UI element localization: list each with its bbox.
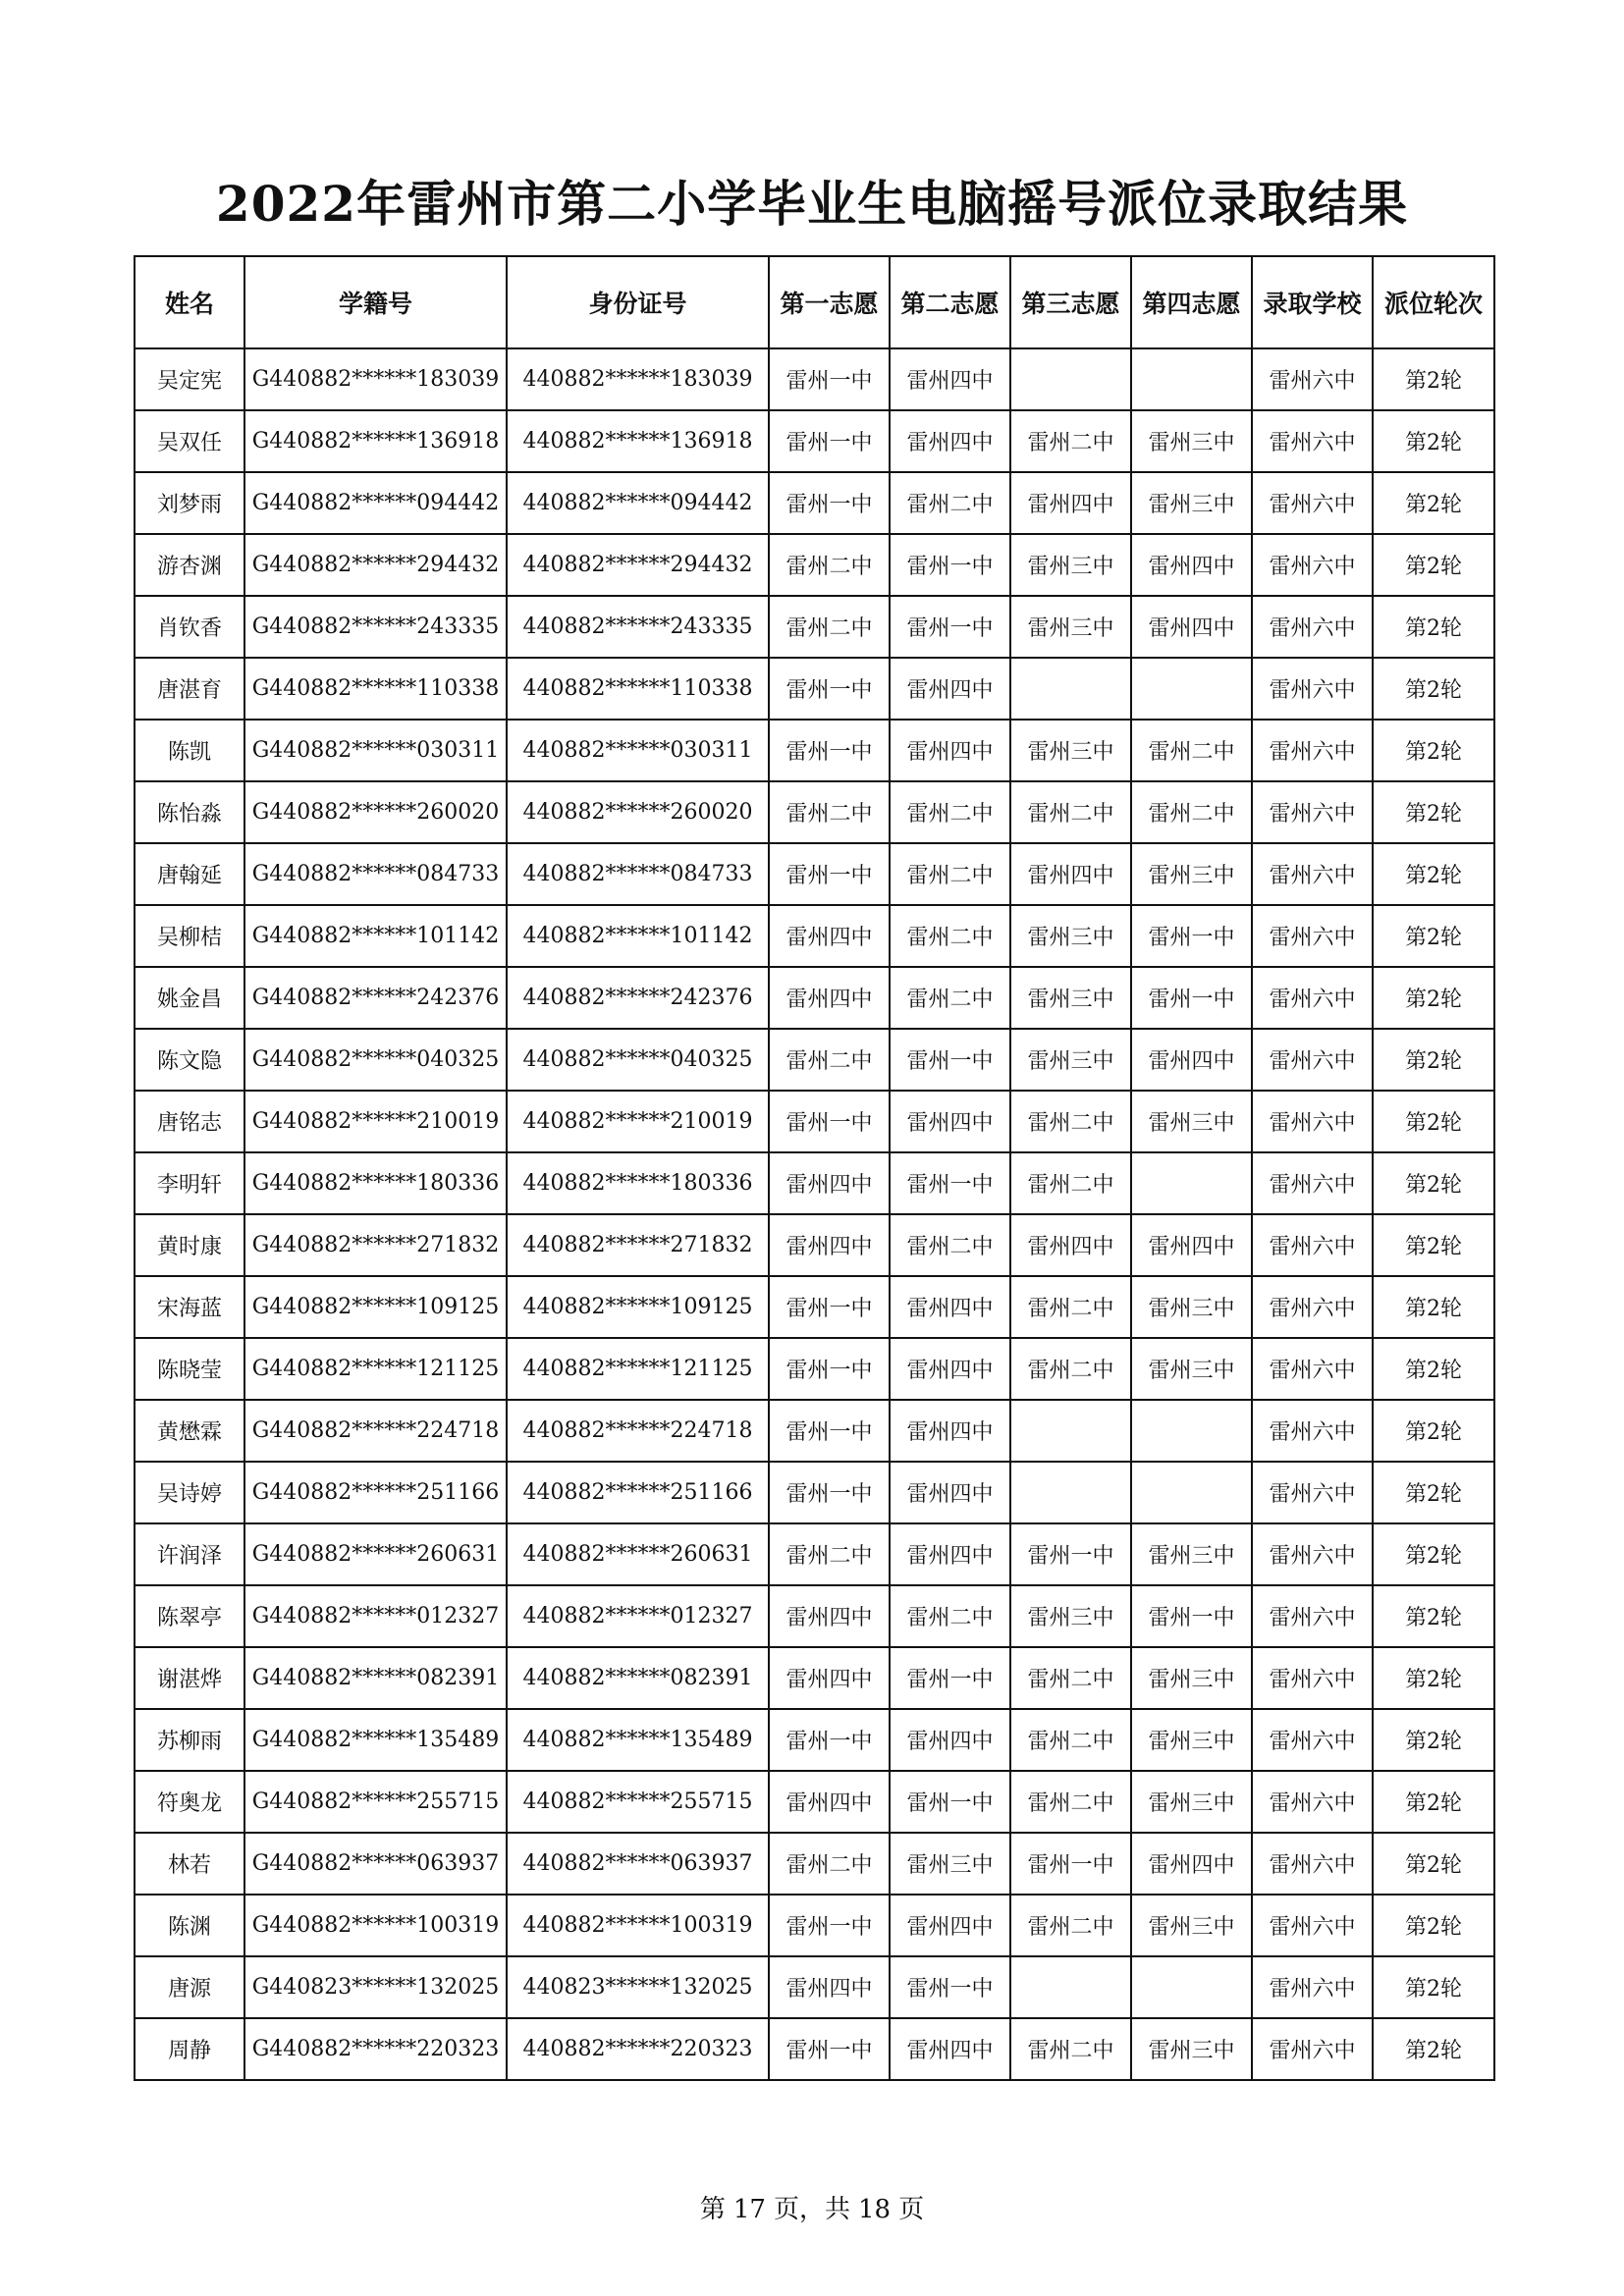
cell-admitted-school: 雷州六中: [1252, 410, 1373, 472]
cell-allocation-round: 第2轮: [1373, 905, 1494, 967]
page-suffix: 页: [898, 2195, 925, 2224]
cell-id-number: 440882******210019: [507, 1091, 769, 1152]
cell-choice-4: 雷州三中: [1131, 1709, 1252, 1771]
cell-name: 吴双任: [135, 410, 244, 472]
table-row: [135, 1029, 1494, 1091]
cell-choice-2: 雷州一中: [890, 1029, 1010, 1091]
cell-id-number: 440882******224718: [507, 1400, 769, 1462]
cell-choice-2: 雷州一中: [890, 534, 1010, 596]
cell-student-id: G440882******063937: [244, 1833, 507, 1895]
cell-allocation-round: 第2轮: [1373, 410, 1494, 472]
cell-student-id: G440882******082391: [244, 1647, 507, 1709]
cell-choice-2: 雷州一中: [890, 1152, 1010, 1214]
cell-choice-3: 雷州二中: [1010, 1771, 1131, 1833]
cell-student-id: G440823******132025: [244, 1956, 507, 2018]
page-prefix: 第: [699, 2195, 726, 2224]
cell-choice-1: 雷州二中: [769, 1523, 890, 1585]
cell-name: 姚金昌: [135, 967, 244, 1029]
cell-choice-3: 雷州二中: [1010, 1276, 1131, 1338]
cell-allocation-round: 第2轮: [1373, 1152, 1494, 1214]
cell-choice-3: 雷州三中: [1010, 1029, 1131, 1091]
table-row: [135, 1523, 1494, 1585]
cell-admitted-school: 雷州六中: [1252, 1523, 1373, 1585]
cell-choice-1: 雷州一中: [769, 1338, 890, 1400]
column-header-allocation-round: 派位轮次: [1373, 256, 1494, 348]
cell-choice-1: 雷州四中: [769, 1152, 890, 1214]
cell-choice-3: 雷州三中: [1010, 967, 1131, 1029]
cell-admitted-school: 雷州六中: [1252, 2018, 1373, 2080]
cell-choice-4: 雷州三中: [1131, 1771, 1252, 1833]
cell-choice-1: 雷州四中: [769, 1771, 890, 1833]
cell-choice-3: 雷州三中: [1010, 534, 1131, 596]
cell-choice-1: 雷州二中: [769, 1833, 890, 1895]
cell-choice-3: 雷州二中: [1010, 410, 1131, 472]
column-header-id-number: 身份证号: [507, 256, 769, 348]
cell-id-number: 440882******094442: [507, 472, 769, 534]
cell-allocation-round: 第2轮: [1373, 1276, 1494, 1338]
cell-student-id: G440882******012327: [244, 1585, 507, 1647]
cell-admitted-school: 雷州六中: [1252, 1091, 1373, 1152]
table-row: [135, 1771, 1494, 1833]
cell-choice-1: 雷州四中: [769, 1214, 890, 1276]
cell-choice-1: 雷州一中: [769, 720, 890, 781]
cell-choice-1: 雷州一中: [769, 1091, 890, 1152]
cell-allocation-round: 第2轮: [1373, 967, 1494, 1029]
page-separator: 页，共: [773, 2195, 850, 2224]
cell-allocation-round: 第2轮: [1373, 658, 1494, 720]
cell-choice-2: 雷州一中: [890, 1956, 1010, 2018]
cell-admitted-school: 雷州六中: [1252, 1338, 1373, 1400]
cell-choice-4: 雷州三中: [1131, 1647, 1252, 1709]
cell-choice-2: 雷州一中: [890, 1771, 1010, 1833]
cell-student-id: G440882******030311: [244, 720, 507, 781]
cell-choice-4: 雷州一中: [1131, 905, 1252, 967]
cell-name: 陈翠亭: [135, 1585, 244, 1647]
cell-choice-4: 雷州三中: [1131, 1276, 1252, 1338]
cell-name: 黄懋霖: [135, 1400, 244, 1462]
cell-name: 谢湛烨: [135, 1647, 244, 1709]
cell-id-number: 440882******063937: [507, 1833, 769, 1895]
cell-choice-3: 雷州三中: [1010, 1585, 1131, 1647]
cell-student-id: G440882******260631: [244, 1523, 507, 1585]
cell-student-id: G440882******109125: [244, 1276, 507, 1338]
cell-choice-4: [1131, 1462, 1252, 1523]
cell-admitted-school: 雷州六中: [1252, 472, 1373, 534]
table-row: [135, 534, 1494, 596]
cell-choice-4: 雷州四中: [1131, 1833, 1252, 1895]
cell-allocation-round: 第2轮: [1373, 1771, 1494, 1833]
cell-admitted-school: 雷州六中: [1252, 905, 1373, 967]
cell-admitted-school: 雷州六中: [1252, 658, 1373, 720]
cell-choice-4: [1131, 1152, 1252, 1214]
cell-name: 符奥龙: [135, 1771, 244, 1833]
cell-choice-3: 雷州三中: [1010, 720, 1131, 781]
table-row: [135, 1709, 1494, 1771]
table-header-row: [135, 256, 1494, 348]
cell-admitted-school: 雷州六中: [1252, 1585, 1373, 1647]
cell-allocation-round: 第2轮: [1373, 1338, 1494, 1400]
cell-choice-4: [1131, 1956, 1252, 2018]
cell-id-number: 440882******040325: [507, 1029, 769, 1091]
cell-choice-3: 雷州一中: [1010, 1833, 1131, 1895]
cell-admitted-school: 雷州六中: [1252, 967, 1373, 1029]
total-pages-number: 18: [858, 2195, 892, 2224]
cell-id-number: 440882******251166: [507, 1462, 769, 1523]
cell-choice-2: 雷州二中: [890, 781, 1010, 843]
cell-allocation-round: 第2轮: [1373, 534, 1494, 596]
cell-choice-1: 雷州二中: [769, 781, 890, 843]
cell-choice-4: [1131, 658, 1252, 720]
cell-choice-1: 雷州四中: [769, 1585, 890, 1647]
cell-choice-2: 雷州二中: [890, 967, 1010, 1029]
cell-allocation-round: 第2轮: [1373, 1214, 1494, 1276]
cell-student-id: G440882******094442: [244, 472, 507, 534]
cell-choice-4: 雷州四中: [1131, 596, 1252, 658]
cell-student-id: G440882******101142: [244, 905, 507, 967]
table-row: [135, 1400, 1494, 1462]
cell-student-id: G440882******271832: [244, 1214, 507, 1276]
cell-choice-3: [1010, 1462, 1131, 1523]
cell-name: 林若: [135, 1833, 244, 1895]
cell-choice-3: [1010, 1956, 1131, 2018]
cell-name: 唐源: [135, 1956, 244, 2018]
cell-id-number: 440882******243335: [507, 596, 769, 658]
table-row: [135, 1956, 1494, 2018]
cell-allocation-round: 第2轮: [1373, 2018, 1494, 2080]
cell-admitted-school: 雷州六中: [1252, 1647, 1373, 1709]
cell-choice-3: 雷州二中: [1010, 781, 1131, 843]
cell-name: 许润泽: [135, 1523, 244, 1585]
cell-choice-2: 雷州四中: [890, 348, 1010, 410]
cell-admitted-school: 雷州六中: [1252, 1462, 1373, 1523]
cell-id-number: 440823******132025: [507, 1956, 769, 2018]
cell-admitted-school: 雷州六中: [1252, 1709, 1373, 1771]
cell-choice-3: 雷州二中: [1010, 1709, 1131, 1771]
cell-name: 宋海蓝: [135, 1276, 244, 1338]
cell-id-number: 440882******260020: [507, 781, 769, 843]
cell-choice-1: 雷州一中: [769, 1709, 890, 1771]
cell-student-id: G440882******040325: [244, 1029, 507, 1091]
table-row: [135, 1647, 1494, 1709]
cell-choice-3: [1010, 1400, 1131, 1462]
cell-choice-4: 雷州三中: [1131, 410, 1252, 472]
cell-choice-1: 雷州一中: [769, 472, 890, 534]
cell-allocation-round: 第2轮: [1373, 596, 1494, 658]
cell-allocation-round: 第2轮: [1373, 1647, 1494, 1709]
cell-id-number: 440882******030311: [507, 720, 769, 781]
cell-choice-1: 雷州一中: [769, 410, 890, 472]
cell-choice-1: 雷州二中: [769, 534, 890, 596]
cell-student-id: G440882******100319: [244, 1895, 507, 1956]
cell-name: 李明轩: [135, 1152, 244, 1214]
cell-choice-3: 雷州二中: [1010, 1338, 1131, 1400]
table-row: [135, 1276, 1494, 1338]
cell-allocation-round: 第2轮: [1373, 1895, 1494, 1956]
page-title: 2022年雷州市第二小学毕业生电脑摇号派位录取结果: [215, 175, 1409, 233]
cell-choice-3: [1010, 348, 1131, 410]
cell-student-id: G440882******180336: [244, 1152, 507, 1214]
cell-choice-1: 雷州一中: [769, 843, 890, 905]
cell-admitted-school: 雷州六中: [1252, 781, 1373, 843]
table-row: [135, 1895, 1494, 1956]
cell-choice-3: 雷州二中: [1010, 1895, 1131, 1956]
cell-choice-1: 雷州一中: [769, 1462, 890, 1523]
cell-admitted-school: 雷州六中: [1252, 1771, 1373, 1833]
cell-student-id: G440882******255715: [244, 1771, 507, 1833]
cell-choice-1: 雷州一中: [769, 348, 890, 410]
cell-admitted-school: 雷州六中: [1252, 843, 1373, 905]
cell-choice-2: 雷州二中: [890, 843, 1010, 905]
cell-admitted-school: 雷州六中: [1252, 596, 1373, 658]
cell-allocation-round: 第2轮: [1373, 1833, 1494, 1895]
cell-choice-1: 雷州一中: [769, 1276, 890, 1338]
cell-admitted-school: 雷州六中: [1252, 720, 1373, 781]
cell-allocation-round: 第2轮: [1373, 843, 1494, 905]
cell-admitted-school: 雷州六中: [1252, 1956, 1373, 2018]
cell-choice-1: 雷州二中: [769, 596, 890, 658]
cell-student-id: G440882******243335: [244, 596, 507, 658]
cell-choice-4: 雷州三中: [1131, 1338, 1252, 1400]
cell-name: 肖钦香: [135, 596, 244, 658]
table-row: [135, 1585, 1494, 1647]
cell-admitted-school: 雷州六中: [1252, 1029, 1373, 1091]
cell-choice-1: 雷州一中: [769, 2018, 890, 2080]
cell-choice-1: 雷州四中: [769, 1647, 890, 1709]
cell-id-number: 440882******100319: [507, 1895, 769, 1956]
cell-id-number: 440882******082391: [507, 1647, 769, 1709]
cell-name: 刘梦雨: [135, 472, 244, 534]
cell-name: 唐铭志: [135, 1091, 244, 1152]
cell-id-number: 440882******110338: [507, 658, 769, 720]
current-page-number: 17: [732, 2195, 766, 2224]
cell-name: 陈晓莹: [135, 1338, 244, 1400]
cell-name: 吴柳桔: [135, 905, 244, 967]
cell-student-id: G440882******084733: [244, 843, 507, 905]
cell-choice-2: 雷州四中: [890, 410, 1010, 472]
cell-admitted-school: 雷州六中: [1252, 1400, 1373, 1462]
table-row: [135, 1152, 1494, 1214]
cell-choice-3: [1010, 658, 1131, 720]
cell-name: 陈文隐: [135, 1029, 244, 1091]
cell-name: 陈渊: [135, 1895, 244, 1956]
column-header-choice-4: 第四志愿: [1131, 256, 1252, 348]
cell-id-number: 440882******255715: [507, 1771, 769, 1833]
cell-admitted-school: 雷州六中: [1252, 534, 1373, 596]
cell-name: 陈凯: [135, 720, 244, 781]
cell-id-number: 440882******084733: [507, 843, 769, 905]
cell-choice-2: 雷州四中: [890, 1462, 1010, 1523]
cell-name: 陈怡淼: [135, 781, 244, 843]
column-header-choice-2: 第二志愿: [890, 256, 1010, 348]
cell-choice-3: 雷州三中: [1010, 905, 1131, 967]
cell-choice-1: 雷州二中: [769, 1029, 890, 1091]
cell-choice-4: 雷州四中: [1131, 534, 1252, 596]
cell-choice-2: 雷州二中: [890, 1585, 1010, 1647]
cell-choice-1: 雷州四中: [769, 967, 890, 1029]
cell-choice-4: [1131, 1400, 1252, 1462]
column-header-student-id: 学籍号: [244, 256, 507, 348]
cell-choice-3: 雷州三中: [1010, 596, 1131, 658]
cell-choice-4: 雷州一中: [1131, 967, 1252, 1029]
cell-student-id: G440882******110338: [244, 658, 507, 720]
table-row: [135, 781, 1494, 843]
cell-allocation-round: 第2轮: [1373, 720, 1494, 781]
cell-choice-4: 雷州四中: [1131, 1214, 1252, 1276]
cell-allocation-round: 第2轮: [1373, 348, 1494, 410]
cell-choice-4: 雷州一中: [1131, 1585, 1252, 1647]
cell-id-number: 440882******183039: [507, 348, 769, 410]
column-header-name: 姓名: [135, 256, 244, 348]
cell-allocation-round: 第2轮: [1373, 472, 1494, 534]
cell-choice-4: 雷州四中: [1131, 1029, 1252, 1091]
cell-choice-1: 雷州一中: [769, 658, 890, 720]
cell-name: 黄时康: [135, 1214, 244, 1276]
cell-allocation-round: 第2轮: [1373, 1091, 1494, 1152]
cell-choice-4: 雷州二中: [1131, 720, 1252, 781]
cell-choice-4: 雷州三中: [1131, 2018, 1252, 2080]
cell-choice-4: 雷州三中: [1131, 472, 1252, 534]
cell-admitted-school: 雷州六中: [1252, 1214, 1373, 1276]
cell-choice-2: 雷州四中: [890, 1338, 1010, 1400]
cell-choice-3: 雷州二中: [1010, 1091, 1131, 1152]
cell-allocation-round: 第2轮: [1373, 1709, 1494, 1771]
column-header-admitted-school: 录取学校: [1252, 256, 1373, 348]
cell-id-number: 440882******180336: [507, 1152, 769, 1214]
table-row: [135, 2018, 1494, 2080]
cell-choice-2: 雷州四中: [890, 1400, 1010, 1462]
cell-allocation-round: 第2轮: [1373, 1400, 1494, 1462]
cell-name: 唐湛育: [135, 658, 244, 720]
cell-student-id: G440882******135489: [244, 1709, 507, 1771]
cell-name: 周静: [135, 2018, 244, 2080]
cell-student-id: G440882******121125: [244, 1338, 507, 1400]
cell-id-number: 440882******242376: [507, 967, 769, 1029]
cell-choice-2: 雷州四中: [890, 1895, 1010, 1956]
cell-choice-2: 雷州二中: [890, 905, 1010, 967]
table-row: [135, 1833, 1494, 1895]
cell-choice-1: 雷州四中: [769, 1956, 890, 2018]
cell-choice-2: 雷州二中: [890, 1214, 1010, 1276]
cell-choice-1: 雷州一中: [769, 1895, 890, 1956]
cell-choice-2: 雷州三中: [890, 1833, 1010, 1895]
column-header-choice-3: 第三志愿: [1010, 256, 1131, 348]
cell-allocation-round: 第2轮: [1373, 1029, 1494, 1091]
cell-choice-4: 雷州三中: [1131, 843, 1252, 905]
table-row: [135, 720, 1494, 781]
cell-choice-4: 雷州三中: [1131, 1895, 1252, 1956]
cell-admitted-school: 雷州六中: [1252, 348, 1373, 410]
cell-id-number: 440882******136918: [507, 410, 769, 472]
cell-student-id: G440882******260020: [244, 781, 507, 843]
cell-allocation-round: 第2轮: [1373, 1523, 1494, 1585]
cell-choice-2: 雷州四中: [890, 1523, 1010, 1585]
cell-choice-3: 雷州四中: [1010, 843, 1131, 905]
cell-id-number: 440882******271832: [507, 1214, 769, 1276]
cell-choice-4: 雷州三中: [1131, 1523, 1252, 1585]
cell-name: 吴定宪: [135, 348, 244, 410]
table-row: [135, 472, 1494, 534]
cell-choice-2: 雷州一中: [890, 596, 1010, 658]
cell-student-id: G440882******210019: [244, 1091, 507, 1152]
cell-id-number: 440882******012327: [507, 1585, 769, 1647]
cell-choice-2: 雷州二中: [890, 472, 1010, 534]
table-row: [135, 1462, 1494, 1523]
table-row: [135, 410, 1494, 472]
cell-allocation-round: 第2轮: [1373, 1462, 1494, 1523]
cell-student-id: G440882******294432: [244, 534, 507, 596]
cell-choice-3: 雷州四中: [1010, 472, 1131, 534]
cell-name: 吴诗婷: [135, 1462, 244, 1523]
cell-id-number: 440882******109125: [507, 1276, 769, 1338]
cell-student-id: G440882******220323: [244, 2018, 507, 2080]
cell-name: 唐翰延: [135, 843, 244, 905]
cell-allocation-round: 第2轮: [1373, 1956, 1494, 2018]
table-row: [135, 1091, 1494, 1152]
cell-id-number: 440882******135489: [507, 1709, 769, 1771]
cell-choice-3: 雷州二中: [1010, 1152, 1131, 1214]
admission-results-table: [134, 255, 1495, 2081]
cell-choice-2: 雷州四中: [890, 1091, 1010, 1152]
cell-choice-1: 雷州一中: [769, 1400, 890, 1462]
cell-id-number: 440882******294432: [507, 534, 769, 596]
cell-admitted-school: 雷州六中: [1252, 1276, 1373, 1338]
cell-choice-2: 雷州四中: [890, 1709, 1010, 1771]
table-row: [135, 348, 1494, 410]
table-row: [135, 596, 1494, 658]
table-body: [135, 348, 1494, 2080]
cell-student-id: G440882******183039: [244, 348, 507, 410]
cell-choice-4: 雷州二中: [1131, 781, 1252, 843]
cell-id-number: 440882******121125: [507, 1338, 769, 1400]
cell-allocation-round: 第2轮: [1373, 781, 1494, 843]
table-row: [135, 843, 1494, 905]
table-row: [135, 905, 1494, 967]
cell-student-id: G440882******224718: [244, 1400, 507, 1462]
cell-choice-4: [1131, 348, 1252, 410]
table-row: [135, 1214, 1494, 1276]
cell-admitted-school: 雷州六中: [1252, 1895, 1373, 1956]
cell-choice-3: 雷州一中: [1010, 1523, 1131, 1585]
page-footer: [0, 2189, 1624, 2225]
table-row: [135, 658, 1494, 720]
cell-choice-3: 雷州四中: [1010, 1214, 1131, 1276]
table-row: [135, 1338, 1494, 1400]
cell-id-number: 440882******220323: [507, 2018, 769, 2080]
cell-admitted-school: 雷州六中: [1252, 1833, 1373, 1895]
cell-id-number: 440882******101142: [507, 905, 769, 967]
cell-student-id: G440882******251166: [244, 1462, 507, 1523]
cell-id-number: 440882******260631: [507, 1523, 769, 1585]
cell-choice-2: 雷州一中: [890, 1647, 1010, 1709]
column-header-choice-1: 第一志愿: [769, 256, 890, 348]
table-row: [135, 967, 1494, 1029]
cell-choice-2: 雷州四中: [890, 658, 1010, 720]
cell-choice-2: 雷州四中: [890, 1276, 1010, 1338]
cell-choice-3: 雷州二中: [1010, 1647, 1131, 1709]
cell-name: 苏柳雨: [135, 1709, 244, 1771]
cell-choice-1: 雷州四中: [769, 905, 890, 967]
cell-admitted-school: 雷州六中: [1252, 1152, 1373, 1214]
cell-allocation-round: 第2轮: [1373, 1585, 1494, 1647]
cell-choice-2: 雷州四中: [890, 720, 1010, 781]
cell-student-id: G440882******136918: [244, 410, 507, 472]
cell-choice-2: 雷州四中: [890, 2018, 1010, 2080]
cell-choice-3: 雷州二中: [1010, 2018, 1131, 2080]
cell-choice-4: 雷州三中: [1131, 1091, 1252, 1152]
cell-name: 游杏渊: [135, 534, 244, 596]
cell-student-id: G440882******242376: [244, 967, 507, 1029]
